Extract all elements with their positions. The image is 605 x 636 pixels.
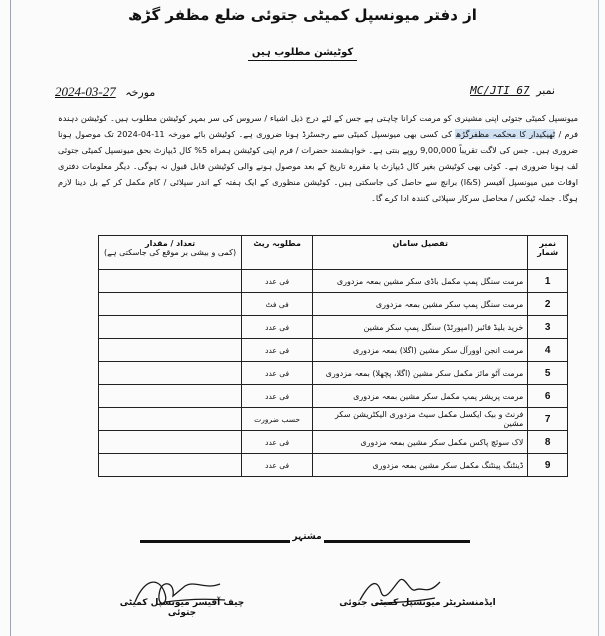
notice-body xyxy=(58,110,578,206)
row-unit: فی عدد xyxy=(242,431,313,454)
row-unit: حسب ضرورت xyxy=(242,408,313,431)
row-number: 7 xyxy=(528,408,568,431)
row-unit: فی عدد xyxy=(242,339,313,362)
document-title: از دفتر میونسپل کمیٹی جتوئی ضلع مظفر گڑھ xyxy=(128,6,477,24)
document-subtitle xyxy=(0,47,605,58)
row-description: فرنٹ و بیک ایکسل مکمل سیٹ مزدوری الیکٹریشن سکر مشین xyxy=(313,408,528,431)
notice-body-part1: میونسپل کمیٹی جتوئی اپنی مشینری کو مرمت کرانا چاہتی ہے جس کے لئے درج ذیل اشیاء / سروس کی سر بمہر کوٹیشن مطلوب ہیں۔ کوٹیشن دہندہ فرم / xyxy=(58,113,578,139)
reference-date-value: 27-03-2024 xyxy=(55,84,116,99)
row-quantity xyxy=(99,431,242,454)
signature-label-administrator: ایڈمنسٹریٹر میونسپل کمیٹی جتوئی xyxy=(339,598,496,608)
reference-date-label: مورخہ xyxy=(125,86,156,99)
header-desc: تفصیل سامان xyxy=(313,236,528,270)
row-number: 9 xyxy=(528,454,568,477)
row-description: ڈینٹنگ پینٹنگ مکمل سکر مشین بمعہ مزدوری xyxy=(313,454,528,477)
row-description: لاک سوئچ پاکس مکمل سکر مشین بمعہ مزدوری xyxy=(313,431,528,454)
row-quantity xyxy=(99,408,242,431)
row-number: 2 xyxy=(528,293,568,316)
header-qty-label: تعداد / مقدار xyxy=(144,239,196,248)
announcement-bar-right xyxy=(324,540,470,543)
row-description: مرمت آٹو مائز مکمل سکر مشین (اگلا، پچھلا) بمعہ مزدوری xyxy=(313,362,528,385)
scan-edge-right xyxy=(598,0,599,636)
header-qty xyxy=(99,236,242,270)
table-row xyxy=(99,431,568,454)
announcement-bar-left xyxy=(140,540,290,543)
row-description: مرمت انجن اوورآل سکر مشین (اگلا) بمعہ مزدوری xyxy=(313,339,528,362)
row-number: 8 xyxy=(528,431,568,454)
row-quantity xyxy=(99,362,242,385)
row-unit: فی عدد xyxy=(242,270,313,293)
row-number: 1 xyxy=(528,270,568,293)
row-description: مرمت سنگل پمپ مکمل باڈی سکر مشین بمعہ مزدوری xyxy=(313,270,528,293)
reference-number xyxy=(470,84,555,97)
row-quantity xyxy=(99,339,242,362)
row-number: 6 xyxy=(528,385,568,408)
row-number: 3 xyxy=(528,316,568,339)
reference-number-label: نمبر xyxy=(536,84,555,97)
table-row xyxy=(99,293,568,316)
row-description: خرید بلیڈ فائبر (امپورٹڈ) سنگل پمپ سکر مشین xyxy=(313,316,528,339)
header-no: نمبر شمار xyxy=(528,236,568,270)
row-unit: فی عدد xyxy=(242,316,313,339)
announcement-word: مشتہر xyxy=(290,532,324,542)
header-qty-note: (کمی و بیشی بر موقع کی جاسکتی ہے) xyxy=(104,248,237,257)
row-quantity xyxy=(99,385,242,408)
row-description: مرمت سنگل پمپ سکر مشین بمعہ مزدوری xyxy=(313,293,528,316)
row-description: مرمت پریشر پمپ مکمل سکر مشین بمعہ مزدوری xyxy=(313,385,528,408)
row-quantity xyxy=(99,454,242,477)
table-header-row xyxy=(99,236,568,270)
row-unit: فی عدد xyxy=(242,454,313,477)
subtitle-text: کوٹیشن مطلوب ہیں xyxy=(248,47,357,61)
table-row xyxy=(99,270,568,293)
row-unit: فی عدد xyxy=(242,362,313,385)
announcement-line xyxy=(140,532,470,547)
row-number: 4 xyxy=(528,339,568,362)
notice-body-part2: کی کسی بھی میونسپل کمیٹی سے رجسٹرڈ ہونا ضروری ہے۔ کوٹیشن بائے مورخہ 11-04-2024 تک موصول ہونا ضروری ہیں۔ جس کی لاگت تقریباً 9,00,000 روپے بنتی ہے۔ خواہشمند حضرات / فرم اپنی کوٹیشن ہمراہ 5% کال ڈیپازٹ بحق میونسپل کمیٹی جتوئی لف ہونا ضروری ہے۔ کوئی بھی کوٹیشن بغیر کال ڈیپازٹ یا مقررہ تاریخ کے بعد موصول ہونے والی کوٹیشن قابل قبول نہ ہوگی۔ دیگر معلومات دفتری اوقات میں میونسپل آفیسر (I&S) برانچ سے حاصل کی جاسکتی ہیں۔ کوٹیشن منظوری کے ایک ہفتہ کے اندر سپلائی / کام مکمل کر کے بل دینا لازم ہوگا۔ جملہ ٹیکس / محاصل سرکار سپلائی کنندہ ادا کرے گا۔ xyxy=(58,129,578,203)
scan-edge-left xyxy=(10,0,11,636)
row-quantity xyxy=(99,316,242,339)
row-unit: فی فٹ xyxy=(242,293,313,316)
signature-label-chief-officer: چیف آفیسر میونسپل کمیٹی جتوئی xyxy=(119,598,245,618)
header-unit: مطلوبہ ریٹ xyxy=(242,236,313,270)
table-row xyxy=(99,339,568,362)
reference-line xyxy=(55,84,555,104)
table-row xyxy=(99,385,568,408)
table-row xyxy=(99,316,568,339)
reference-number-value: MC/JTI 67 xyxy=(470,84,530,97)
items-table xyxy=(98,235,568,477)
table-row xyxy=(99,408,568,431)
notice-body-highlight: ٹھیکیدار کا محکمہ مظفرگڑھ xyxy=(455,129,556,139)
table-row xyxy=(99,362,568,385)
row-quantity xyxy=(99,270,242,293)
table-row xyxy=(99,454,568,477)
reference-date xyxy=(55,84,155,100)
row-unit: فی عدد xyxy=(242,385,313,408)
row-quantity xyxy=(99,293,242,316)
row-number: 5 xyxy=(528,362,568,385)
